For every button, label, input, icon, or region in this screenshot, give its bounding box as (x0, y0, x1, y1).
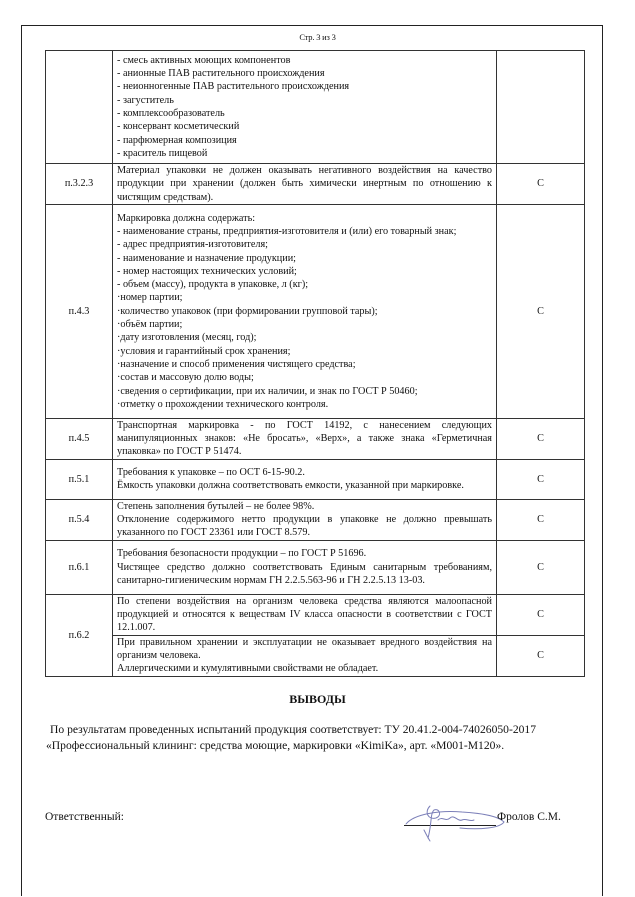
requirement-text: Отклонение содержимого нетто продукции в упаковке не должно превышать указанного по ГОСТ 23361 или ГОСТ 8.579. (117, 514, 492, 539)
marking-item: ·дату изготовления (месяц, год); (117, 332, 257, 344)
table-row (46, 418, 585, 459)
table-row (46, 459, 585, 499)
component-item: - загуститель (117, 94, 174, 106)
requirement-intro: Маркировка должна содержать: (117, 212, 256, 224)
page-number: Стр. 3 из 3 (299, 32, 336, 42)
table-row (46, 204, 585, 418)
component-item: - неионногенные ПАВ растительного происхождения (117, 81, 350, 93)
handwritten-signature-icon (400, 800, 510, 842)
conclusion-text (46, 722, 591, 754)
requirements-table (45, 50, 585, 677)
marking-item: ·условия и гарантийный срок хранения; (117, 345, 291, 357)
clause-cell (46, 51, 113, 164)
requirement-text: Требования к упаковке – по ОСТ 6-15-90.2. (117, 466, 305, 478)
table-row (46, 635, 585, 676)
component-item: - консервант косметический (117, 121, 240, 133)
component-item: - парфюмерная композиция (117, 134, 237, 146)
requirement-text: Степень заполнения бутылей – не более 98%. (117, 500, 315, 512)
conclusion-title: ВЫВОДЫ (289, 692, 346, 706)
description-cell (113, 459, 497, 499)
clause-cell: п.4.3 (46, 204, 113, 418)
requirement-text: Аллергическими и кумулятивными свойствами не обладает. (117, 663, 379, 675)
clause-cell: п.5.1 (46, 459, 113, 499)
signer-name: Фролов С.М. (497, 811, 561, 823)
marking-item: - объем (массу), продукта в упаковке, л (кг); (117, 279, 309, 291)
requirement-text: Материал упаковки не должен оказывать негативного воздействия на качество продукции при хранении (должен быть химически инертным по отношению к чистящим средствам). (117, 165, 492, 203)
table-row (46, 499, 585, 540)
result-cell: С (497, 204, 585, 418)
result-cell: С (497, 418, 585, 459)
component-item: - краситель пищевой (117, 147, 208, 159)
marking-item: - номер настоящих технических условий; (117, 265, 297, 277)
marking-item: - наименование и назначение продукции; (117, 252, 296, 264)
component-item: - смесь активных моющих компонентов (117, 54, 291, 66)
clause-cell: п.6.1 (46, 540, 113, 594)
description-cell (113, 540, 497, 594)
clause-cell: п.4.5 (46, 418, 113, 459)
table-row (46, 164, 585, 205)
table-row (46, 594, 585, 635)
result-cell: С (497, 164, 585, 205)
component-item: - комплексообразователь (117, 108, 225, 119)
conclusion-line: «Профессиональный клининг: средства моющие, маркировки «KimiKa», арт. «М001-М120». (46, 739, 505, 752)
description-cell (113, 594, 497, 635)
description-cell (113, 418, 497, 459)
marking-item: ·назначение и способ применения чистящего средства; (117, 358, 356, 370)
marking-item: - наименование страны, предприятия-изготовителя и (или) его товарный знак; (117, 225, 457, 237)
table-row (46, 51, 585, 164)
marking-item: ·количество упаковок (при формировании групповой тары); (117, 305, 378, 317)
clause-cell: п.3.2.3 (46, 164, 113, 205)
marking-item: ·объём партии; (117, 319, 183, 331)
requirement-text: Требования безопасности продукции – по ГОСТ Р 51696. (117, 548, 367, 560)
result-cell: С (497, 499, 585, 540)
result-cell: С (497, 540, 585, 594)
description-cell (113, 204, 497, 418)
marking-item: - адрес предприятия-изготовителя; (117, 239, 268, 251)
requirement-text: При правильном хранении и эксплуатации не оказывает вредного воздействия на организм человека. (117, 636, 492, 662)
description-cell (113, 635, 497, 676)
description-cell (113, 164, 497, 205)
result-cell (497, 51, 585, 164)
result-cell: С (497, 594, 585, 635)
requirement-text: По степени воздействия на организм человека средства являются малоопасной продукцией и относятся к веществам IV класса опасности в соответствии с ГОСТ 12.1.007. (117, 595, 492, 634)
result-cell: С (497, 635, 585, 676)
requirement-text: Чистящее средство должно соответствовать Единым санитарным требованиям, санитарно-гигиеническим нормам ГН 2.2.5.563-96 и ГН 2.2.5.13 13-03. (117, 561, 492, 586)
marking-item: ·сведения о сертификации, при их наличии, и знак по ГОСТ Р 50460; (117, 385, 418, 397)
table-row (46, 540, 585, 594)
clause-cell: п.5.4 (46, 499, 113, 540)
description-cell (113, 51, 497, 164)
component-item: - анионные ПАВ растительного происхождения (117, 68, 325, 80)
conclusion-line: По результатам проведенных испытаний продукция соответствует: ТУ 20.41.2-004-74026050-2017 (50, 723, 537, 736)
marking-item: ·номер партии; (117, 292, 183, 304)
marking-item: ·состав и массовую долю воды; (117, 372, 254, 384)
clause-cell: п.6.2 (46, 594, 113, 676)
description-cell (113, 499, 497, 540)
requirement-text: Транспортная маркировка - по ГОСТ 14192, с нанесением следующих манипуляционных знаков: «Не бросать», «Верх», а также знака «Герметичная упаковка» по ГОСТ Р 51474. (117, 419, 492, 458)
result-cell: С (497, 459, 585, 499)
marking-item: ·отметку о прохождении технического контроля. (117, 398, 329, 410)
requirement-text: Ёмкость упаковки должна соответствовать емкости, указанной при маркировке. (117, 480, 464, 492)
responsible-label: Ответственный: (45, 811, 124, 823)
